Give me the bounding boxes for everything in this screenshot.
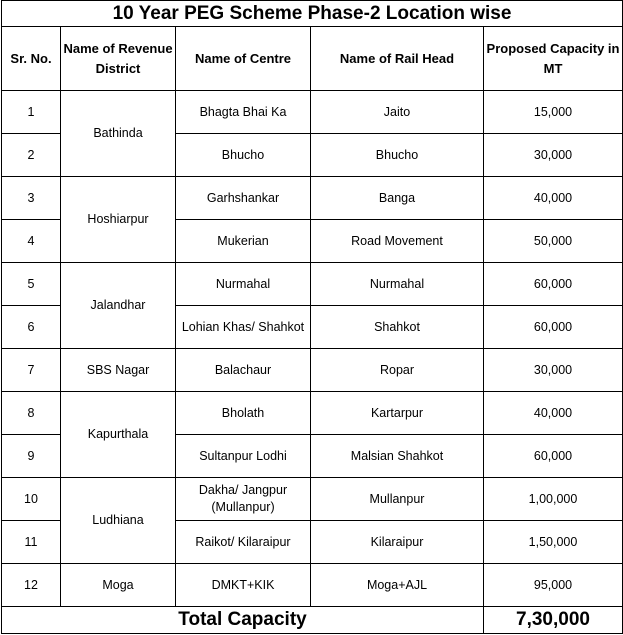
centre-cell: Mukerian [176, 220, 311, 263]
centre-cell: Bhagta Bhai Ka [176, 91, 311, 134]
capacity-cell: 30,000 [484, 134, 623, 177]
district-cell: Jalandhar [61, 263, 176, 349]
header-row [2, 27, 623, 91]
header-district: Name of Revenue District [61, 27, 176, 91]
rail-head-cell: Ropar [311, 349, 484, 392]
total-row [2, 607, 623, 634]
district-cell: Ludhiana [61, 478, 176, 564]
centre-cell: Bhucho [176, 134, 311, 177]
rail-head-cell: Road Movement [311, 220, 484, 263]
district-cell: Kapurthala [61, 392, 176, 478]
capacity-cell: 50,000 [484, 220, 623, 263]
table-row [2, 564, 623, 607]
sr-no-cell: 7 [2, 349, 61, 392]
total-label: Total Capacity [2, 607, 484, 634]
centre-cell: Sultanpur Lodhi [176, 435, 311, 478]
sr-no-cell: 1 [2, 91, 61, 134]
rail-head-cell: Kilaraipur [311, 521, 484, 564]
capacity-cell: 60,000 [484, 435, 623, 478]
sr-no-cell: 10 [2, 478, 61, 521]
table-row [2, 478, 623, 521]
sr-no-cell: 2 [2, 134, 61, 177]
rail-head-cell: Shahkot [311, 306, 484, 349]
centre-cell: Raikot/ Kilaraipur [176, 521, 311, 564]
capacity-cell: 60,000 [484, 263, 623, 306]
capacity-cell: 95,000 [484, 564, 623, 607]
sr-no-cell: 3 [2, 177, 61, 220]
centre-cell: Lohian Khas/ Shahkot [176, 306, 311, 349]
centre-cell: Balachaur [176, 349, 311, 392]
capacity-cell: 1,50,000 [484, 521, 623, 564]
header-capacity: Proposed Capacity in MT [484, 27, 623, 91]
sr-no-cell: 4 [2, 220, 61, 263]
table-row [2, 392, 623, 435]
table-row [2, 263, 623, 306]
header-rail-head: Name of Rail Head [311, 27, 484, 91]
district-cell: SBS Nagar [61, 349, 176, 392]
rail-head-cell: Jaito [311, 91, 484, 134]
capacity-cell: 40,000 [484, 177, 623, 220]
capacity-cell: 15,000 [484, 91, 623, 134]
peg-scheme-document [1, 0, 622, 634]
location-table [1, 0, 623, 634]
table-row [2, 177, 623, 220]
rail-head-cell: Bhucho [311, 134, 484, 177]
sr-no-cell: 12 [2, 564, 61, 607]
header-sr-no: Sr. No. [2, 27, 61, 91]
district-cell: Hoshiarpur [61, 177, 176, 263]
table-row [2, 349, 623, 392]
title-row [2, 1, 623, 27]
centre-cell: Bholath [176, 392, 311, 435]
rail-head-cell: Malsian Shahkot [311, 435, 484, 478]
table-title: 10 Year PEG Scheme Phase-2 Location wise [2, 1, 623, 27]
rail-head-cell: Nurmahal [311, 263, 484, 306]
centre-cell: Dakha/ Jangpur (Mullanpur) [176, 478, 311, 521]
capacity-cell: 30,000 [484, 349, 623, 392]
table-row [2, 91, 623, 134]
rail-head-cell: Kartarpur [311, 392, 484, 435]
total-value: 7,30,000 [484, 607, 623, 634]
centre-cell: Garhshankar [176, 177, 311, 220]
centre-cell: Nurmahal [176, 263, 311, 306]
capacity-cell: 40,000 [484, 392, 623, 435]
district-cell: Moga [61, 564, 176, 607]
sr-no-cell: 6 [2, 306, 61, 349]
rail-head-cell: Moga+AJL [311, 564, 484, 607]
sr-no-cell: 5 [2, 263, 61, 306]
capacity-cell: 1,00,000 [484, 478, 623, 521]
rail-head-cell: Banga [311, 177, 484, 220]
sr-no-cell: 8 [2, 392, 61, 435]
capacity-cell: 60,000 [484, 306, 623, 349]
header-centre: Name of Centre [176, 27, 311, 91]
sr-no-cell: 9 [2, 435, 61, 478]
centre-cell: DMKT+KIK [176, 564, 311, 607]
district-cell: Bathinda [61, 91, 176, 177]
rail-head-cell: Mullanpur [311, 478, 484, 521]
sr-no-cell: 11 [2, 521, 61, 564]
